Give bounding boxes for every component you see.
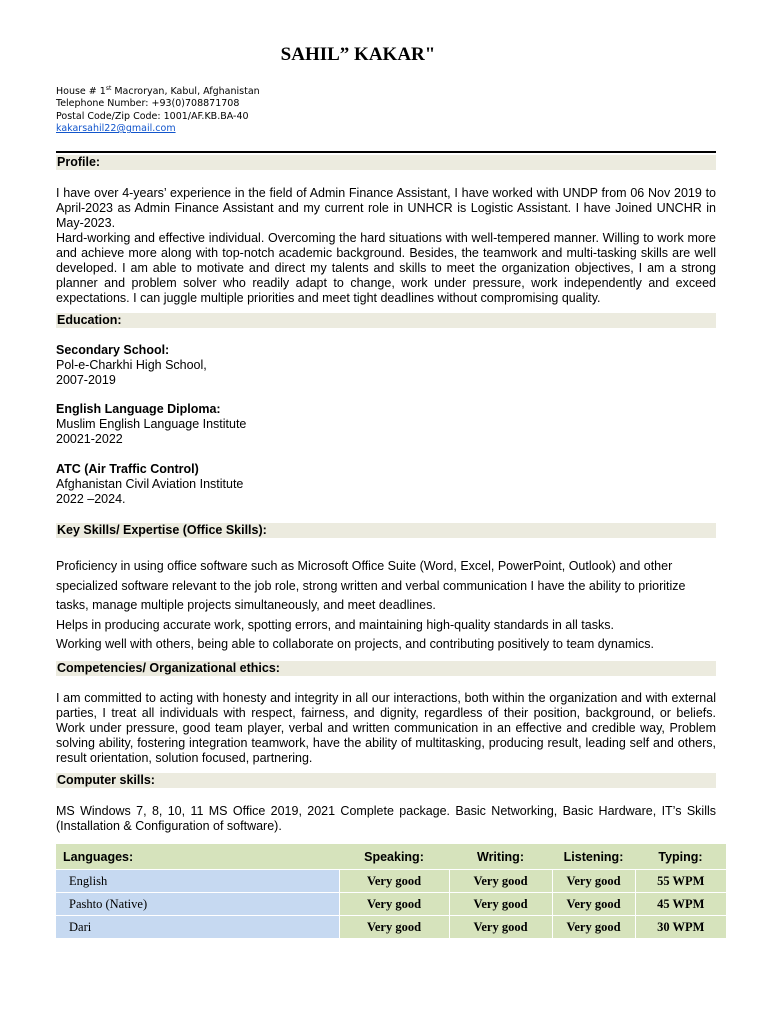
- education-title: ATC (Air Traffic Control): [56, 462, 199, 476]
- education-heading: Education:: [56, 313, 716, 328]
- skills-paragraph-1: Proficiency in using office software such as Microsoft Office Suite (Word, Excel, PowerPoint, Outlook) and other specialized software relevant to the job role, strong written and verbal communication I have the ability to prioritize tasks, manage multiple projects simultaneously, and meet deadlines.: [56, 559, 686, 612]
- computer-skills-paragraph: MS Windows 7, 8, 10, 11 MS Office 2019, 2021 Complete package. Basic Networking, Basic Hardware, IT’s Skills (Installation & Configuration of software).: [56, 804, 716, 833]
- address-line: House # 1st Macroryan, Kabul, Afghanistan: [56, 85, 260, 98]
- listening-level: Very good: [552, 916, 635, 939]
- typing-speed: 45 WPM: [635, 893, 726, 916]
- language-name: Pashto (Native): [56, 893, 339, 916]
- computer-skills-heading: Computer skills:: [56, 773, 716, 788]
- education-title: English Language Diploma:: [56, 402, 221, 416]
- listening-level: Very good: [552, 893, 635, 916]
- table-row: [56, 893, 726, 916]
- header-languages: Languages:: [56, 844, 339, 870]
- speaking-level: Very good: [339, 916, 449, 939]
- education-years: 20021-2022: [56, 432, 123, 446]
- skills-heading: Key Skills/ Expertise (Office Skills):: [56, 523, 716, 538]
- listening-level: Very good: [552, 870, 635, 893]
- competencies-paragraph: I am committed to acting with honesty and integrity in all our interactions, both within the organization and with external parties, I treat all individuals with respect, fairness, and dignity, regardless of their position, background, or beliefs. Work under pressure, good team player, verbal and written communication in an effective and credible way, Problem solving ability, fostering integration teamwork, have the ability of multitasking, producing result, leading self and others, result orientation, solution focused, partnering.: [56, 691, 716, 765]
- speaking-level: Very good: [339, 893, 449, 916]
- table-row: [56, 870, 726, 893]
- header-speaking: Speaking:: [339, 844, 449, 870]
- speaking-level: Very good: [339, 870, 449, 893]
- computer-skills-text: [56, 804, 716, 834]
- writing-level: Very good: [449, 870, 552, 893]
- postal-code-line: Postal Code/Zip Code: 1001/AF.KB.BA-40: [56, 110, 249, 122]
- profile-paragraph-1: I have over 4-years’ experience in the field of Admin Finance Assistant, I have worked with UNDP from 06 Nov 2019 to April-2023 as Admin Finance Assistant and my current role in UNHCR is Logistic Assistant. I have Joined UNCHR in May-2023.: [56, 186, 716, 230]
- writing-level: Very good: [449, 916, 552, 939]
- header-listening: Listening:: [552, 844, 635, 870]
- skills-paragraph-3: Working well with others, being able to collaborate on projects, and contributing positively to team dynamics.: [56, 637, 654, 651]
- skills-paragraph-2: Helps in producing accurate work, spotting errors, and maintaining high-quality standards in all tasks.: [56, 617, 614, 632]
- header-typing: Typing:: [635, 844, 726, 870]
- education-item: [56, 343, 207, 388]
- education-item: [56, 402, 246, 447]
- email-link[interactable]: kakarsahil22@gmail.com: [56, 123, 176, 135]
- header-divider: [56, 151, 716, 153]
- languages-table: [56, 844, 726, 938]
- education-title: Secondary School:: [56, 343, 170, 357]
- language-name: English: [56, 870, 339, 893]
- contact-block: [56, 83, 260, 135]
- education-item: [56, 462, 243, 507]
- telephone-line: Telephone Number: +93(0)708871708: [56, 98, 240, 110]
- language-name: Dari: [56, 916, 339, 939]
- education-years: 2022 –2024.: [56, 492, 126, 506]
- profile-heading: Profile:: [56, 155, 716, 170]
- typing-speed: 55 WPM: [635, 870, 726, 893]
- typing-speed: 30 WPM: [635, 916, 726, 939]
- languages-header-row: [56, 844, 726, 870]
- education-institution: Pol-e-Charkhi High School,: [56, 358, 207, 372]
- education-years: 2007-2019: [56, 373, 116, 387]
- education-institution: Afghanistan Civil Aviation Institute: [56, 477, 244, 491]
- profile-paragraph-2: Hard-working and effective individual. Overcoming the hard situations with well-tempered manner. Willing to work more and achieve more along with top-notch academic background. Besides, the teamwork and multi-tasking skills are well developed. I am able to motivate and direct my talents and skills to meet the organization objectives, I am a strong planner and problem solver who readily adapt to change, work under pressure, work independently and exceed expectations. I can juggle multiple priorities and meet tight deadlines without compromising quality.: [56, 231, 716, 305]
- writing-level: Very good: [449, 893, 552, 916]
- competencies-text: [56, 691, 716, 766]
- profile-text: [56, 186, 716, 306]
- header-writing: Writing:: [449, 844, 552, 870]
- applicant-name: SAHIL” KAKAR": [280, 44, 436, 65]
- table-row: [56, 916, 726, 939]
- education-institution: Muslim English Language Institute: [56, 417, 247, 431]
- competencies-heading: Competencies/ Organizational ethics:: [56, 661, 716, 676]
- skills-text: [56, 557, 716, 655]
